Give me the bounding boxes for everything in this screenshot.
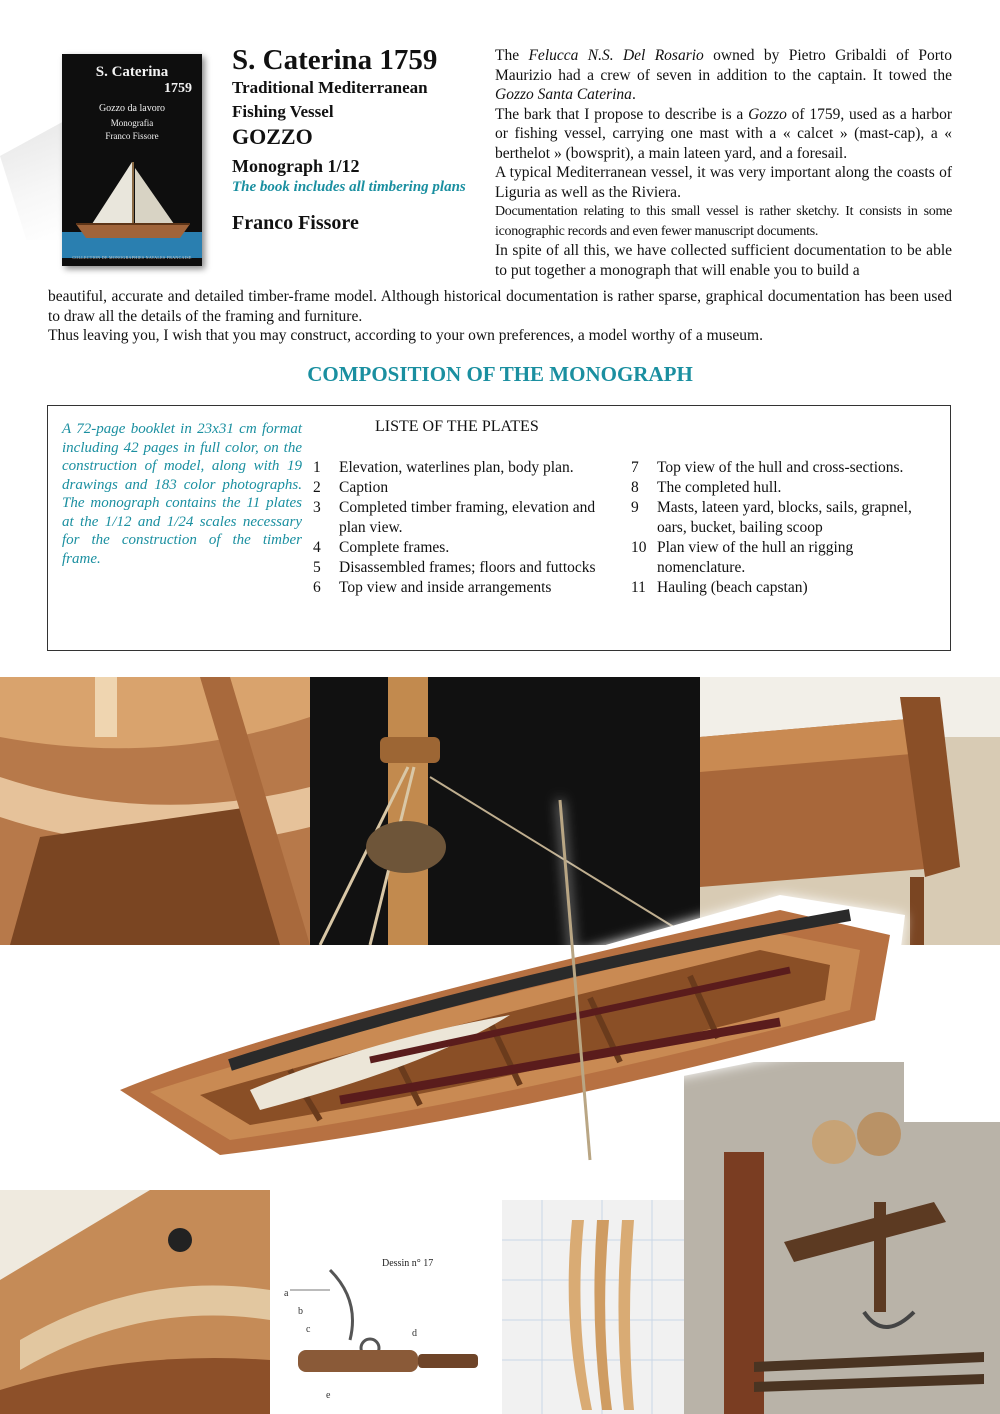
drawing-label: c [306, 1324, 311, 1335]
photo-frames-on-grid [502, 1200, 684, 1414]
plate-item: 10 Plan view of the hull an rigging nomenclature. [631, 539, 854, 576]
timbering-note: The book includes all timbering plans [232, 179, 466, 195]
plate-item: 9 Masts, lateen yard, blocks, sails, grapnel, oars, bucket, bailing scoop [631, 499, 912, 536]
page-title: S. Caterina 1759 [232, 44, 438, 76]
section-heading: COMPOSITION OF THE MONOGRAPH [307, 362, 693, 386]
cover-title: S. Caterina [95, 64, 169, 80]
intro-paragraph: Thus leaving you, I wish that you may construct, according to your own preferences, a model worthy of a museum. [48, 327, 763, 344]
intro-text-continued [48, 287, 952, 346]
plate-item: 5 Disassembled frames; floors and futtocks [313, 559, 596, 576]
photo-sail-detail [0, 1190, 270, 1414]
intro-text [495, 46, 952, 280]
drawing-label: a [284, 1288, 289, 1299]
intro-paragraph: beautiful, accurate and detailed timber-frame model. Although historical documentation is rather sparse, graphical documentation has been used to draw all the details of the framing and furniture. [48, 288, 952, 325]
plates-title: LISTE OF THE PLATES [375, 418, 539, 435]
photo-main-boat [90, 800, 920, 1170]
drawing-label: d [412, 1328, 417, 1339]
vessel-type: GOZZO [232, 124, 313, 149]
intro-paragraph: Documentation relating to this small vessel is rather sketchy. It consists in some iconographic records and even fewer manuscript documents. [495, 204, 952, 239]
intro-paragraph: The bark that I propose to describe is a Gozzo of 1759, used as a harbor or fishing vessel, carrying one mast with a « calcet » (mast-cap), a « berthelot » (bowsprit), a main lateen yard, and a foresail. [495, 105, 953, 162]
plate-item: 3 Completed timber framing, elevation and plan view. [313, 499, 596, 536]
monograph-scale: Monograph 1/12 [232, 156, 360, 176]
cover-series: COLLECTION DE MONOGRAPHIES NAVALES FRANCAISE [72, 255, 192, 260]
plate-item: 4 Complete frames. [313, 539, 450, 556]
subtitle-line2: Fishing Vessel [232, 102, 334, 121]
author-name: Franco Fissore [232, 212, 359, 234]
intro-paragraph: The Felucca N.S. Del Rosario owned by Pietro Gribaldi of Porto Maurizio had a crew of seven in addition to the captain. It towed the Gozzo Santa Caterina. [495, 47, 952, 103]
plate-item: 6 Top view and inside arrangements [313, 579, 552, 596]
composition-box [47, 405, 951, 651]
drawing-label: e [326, 1390, 331, 1401]
intro-paragraph: A typical Mediterranean vessel, it was very important along the coasts of Liguria as well as the Riviera. [495, 164, 952, 201]
book-cover [62, 54, 202, 266]
cover-kind: Monografia [110, 118, 154, 128]
plate-item: 1 Elevation, waterlines plan, body plan. [313, 459, 574, 476]
plates-list-right [631, 458, 931, 598]
cover-shadow [0, 120, 66, 240]
subtitle-line1: Traditional Mediterranean [232, 78, 428, 97]
cover-author: Franco Fissore [105, 131, 159, 141]
booklet-description: A 72-page booklet in 23x31 cm format including 42 pages in full color, on the construction of model, along with 19 drawings and 183 color photographs. The monograph contains the 11 plates at the 1/12 and 1/24 scales necessary for the construction of the timber frame. [62, 421, 302, 567]
drawing-caption: Dessin n° 17 [382, 1258, 434, 1269]
plate-item: 8 The completed hull. [631, 479, 782, 496]
cover-subtitle: Gozzo da lavoro [98, 103, 166, 114]
plate-item: 11 Hauling (beach capstan) [631, 579, 808, 596]
cover-year: 1759 [164, 81, 192, 96]
drawing-label: b [298, 1306, 303, 1317]
intro-paragraph: In spite of all this, we have collected sufficient documentation to be able to put together a monograph that will enable you to build a [495, 242, 952, 279]
plates-list-left [313, 458, 618, 598]
photo-technical-drawing [270, 1240, 502, 1414]
title-block [232, 44, 482, 235]
cover-boat-illustration [62, 162, 202, 258]
plate-item: 7 Top view of the hull and cross-sections. [631, 459, 904, 476]
plate-item: 2 Caption [313, 479, 389, 496]
